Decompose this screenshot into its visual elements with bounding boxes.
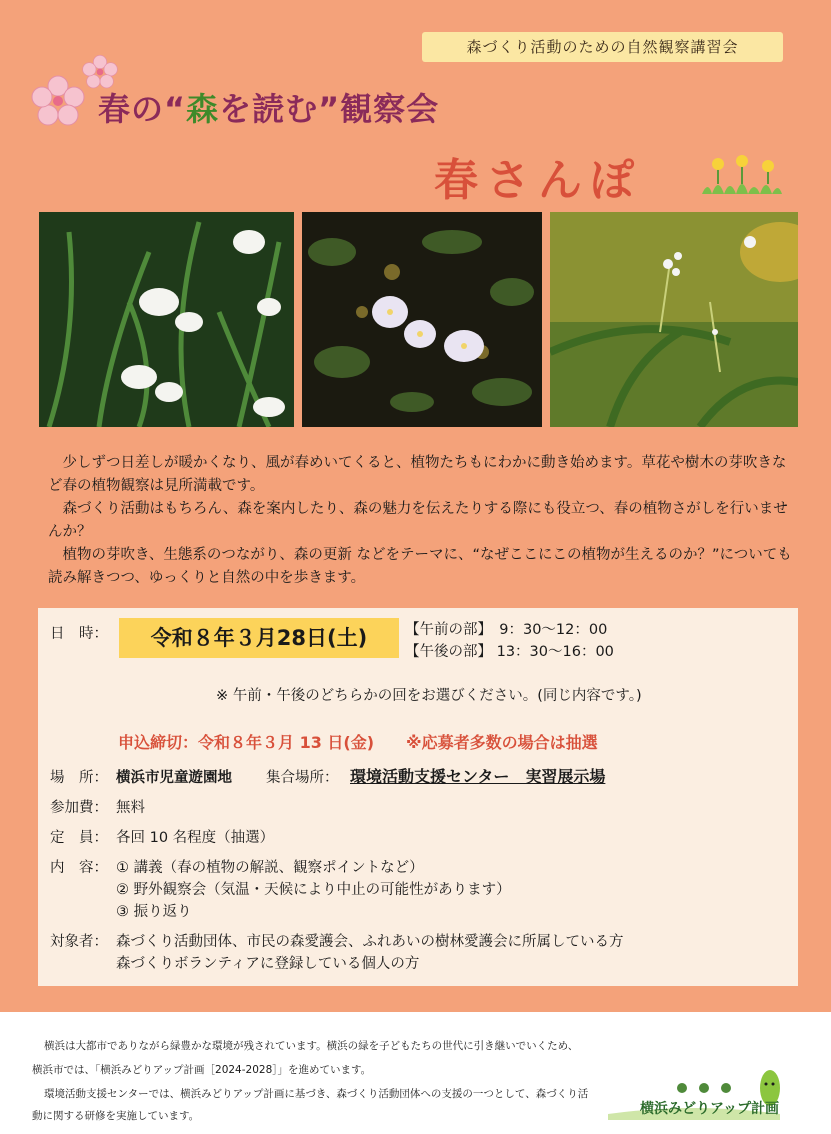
midori-up-logo — [604, 1066, 784, 1122]
intro-paragraph: 森づくり活動はもちろん、森を案内したり、森の魅力を伝えたりする際にも役立つ、春の植物さがしを行いませんか？ — [48, 501, 788, 540]
fee-value: 無料 — [116, 800, 145, 816]
am-session: 【午前の部】 9：30～12：00 — [405, 622, 608, 638]
meeting-value: 環境活動支援センター 実習展示場 — [350, 767, 606, 786]
date-label: 日 時： — [50, 626, 108, 642]
intro-paragraph: 少しずつ日差しが暖かくなり、風が春めいてくると、植物たちもにわかに動き始めます。草花や樹木の芽吹きなど春の植物観察は見所満載です。 — [48, 455, 787, 494]
title-mori: 森 — [186, 90, 220, 128]
deadline-text: 申込締切：令和８年３月 13 日(金) ※応募者多数の場合は抽選 — [118, 733, 598, 752]
title-suffix: を読む”観察会 — [219, 90, 440, 128]
pm-session: 【午後の部】 13：30～16：00 — [405, 644, 614, 660]
event-subtitle: 春さんぽ — [434, 155, 642, 206]
content-item: ① 講義（春の植物の解説、観察ポイントなど） — [116, 860, 424, 876]
dandelion-grass-icon — [698, 154, 784, 196]
footer-line: 横浜は大都市でありながら緑豊かな環境が残されています。横浜の緑を子どもたちの世代に引き継いでいくため、 — [44, 1040, 579, 1052]
fee-label: 参加費： — [50, 800, 108, 816]
intro-text — [48, 452, 793, 590]
photo-white-flowers — [39, 212, 294, 427]
title-prefix: 春の“ — [98, 90, 187, 128]
photo-tiny-flowers — [550, 212, 798, 427]
logo-text: 横浜みどりアップ計画 — [640, 1101, 780, 1117]
target-line: 森づくり活動団体、市民の森愛護会、ふれあいの樹林愛護会に所属している方 — [116, 934, 624, 950]
photo-violet-flowers — [302, 212, 542, 427]
capacity-label: 定 員： — [50, 830, 108, 846]
event-title — [98, 84, 439, 130]
sakura-flower-icon — [28, 72, 88, 130]
content-item: ② 野外観察会（気温・天候により中止の可能性があります） — [116, 882, 511, 898]
session-note: ※ 午前・午後のどちらかの回をお選びください。(同じ内容です。) — [216, 688, 642, 704]
footer-line: 動に関する研修を実施しています。 — [32, 1110, 200, 1122]
content-item: ③ 振り返り — [116, 904, 192, 920]
intro-paragraph: 植物の芽吹き、生態系のつながり、森の更新 などをテーマに、“なぜここにこの植物が生えるのか？”についても読み解きつつ、ゆっくりと自然の中を歩きます。 — [48, 547, 792, 586]
place-label: 場 所： — [50, 770, 108, 786]
footer-line: 環境活動支援センターでは、横浜みどりアップ計画に基づき、森づくり活動団体への支援の一つとして、森づくり活 — [44, 1088, 589, 1100]
subtitle-banner: 森づくり活動のための自然観察講習会 — [422, 32, 783, 62]
target-label: 対象者： — [50, 934, 108, 950]
footer-line: 横浜市では、「横浜みどりアップ計画［2024-2028］」を進めています。 — [32, 1064, 372, 1076]
date-value: 令和８年３月28日(土) — [119, 618, 399, 658]
capacity-value: 各回 10 名程度（抽選） — [116, 830, 275, 846]
content-label: 内 容： — [50, 860, 108, 876]
place-value: 横浜市児童遊園地 — [116, 770, 232, 786]
target-line: 森づくりボランティアに登録している個人の方 — [116, 956, 420, 972]
meeting-label: 集合場所： — [266, 770, 339, 786]
